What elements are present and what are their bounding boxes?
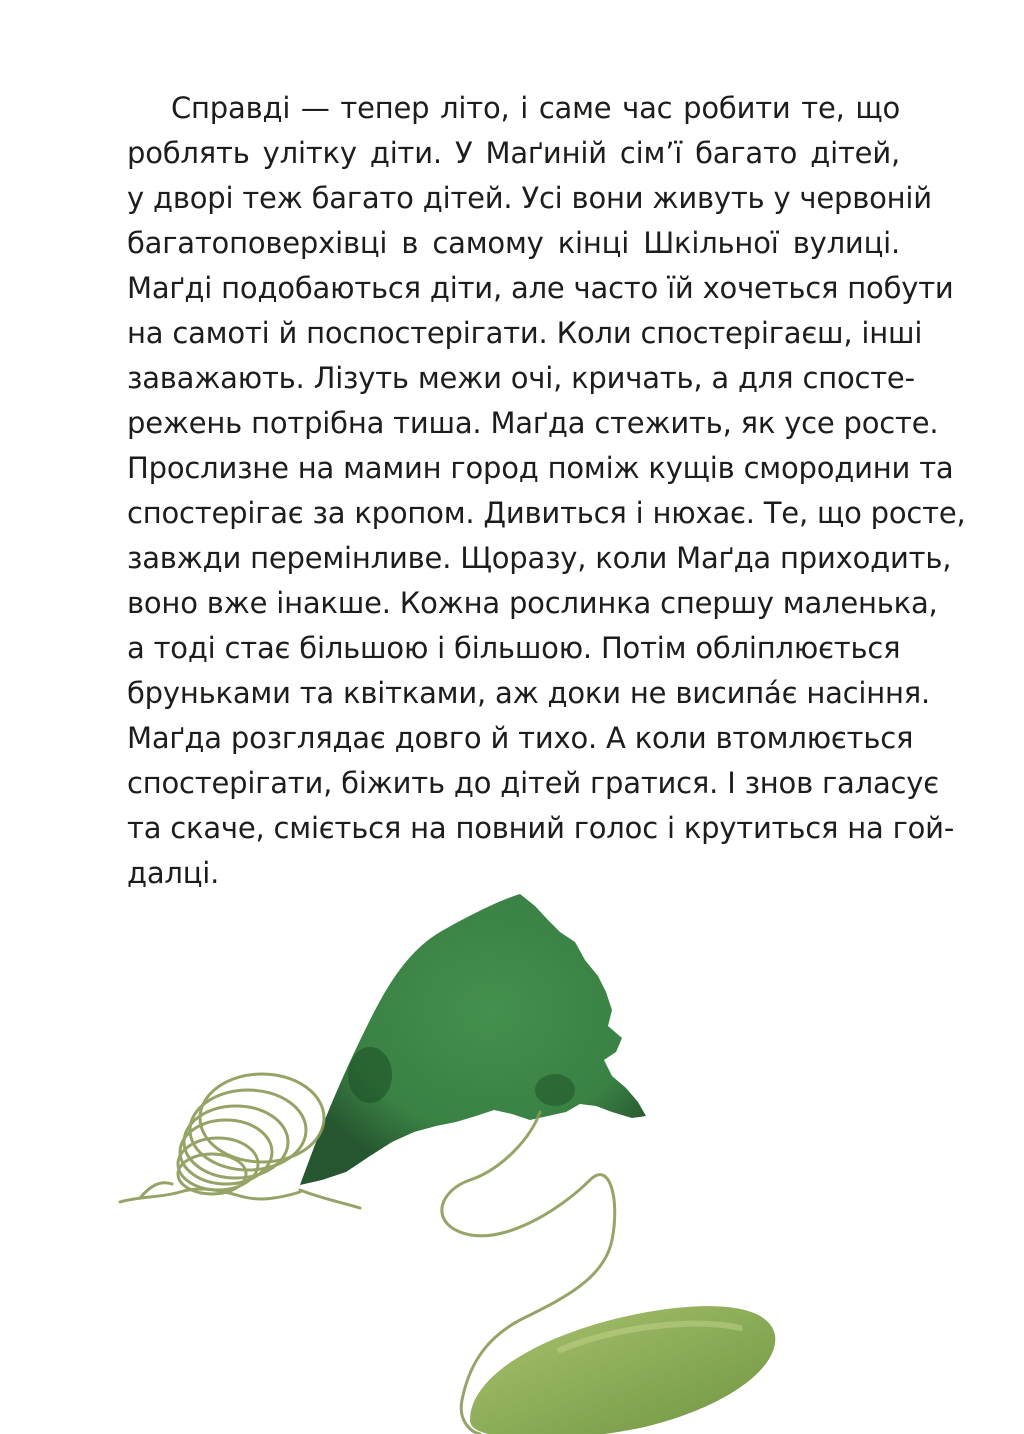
text-line: режень потрібна тиша. Маґда стежить, як усе росте. [127, 406, 939, 440]
text-line: Маґді подобаються діти, але часто їй хочеться побути [127, 271, 954, 305]
text-line: Прослизне на мамин город поміж кущів смородини та [127, 451, 954, 485]
text-line: у дворі теж багато дітей. Усі вони живуть у червоній [127, 181, 932, 215]
text-line: заважають. Лізуть межи очі, кричать, а для спосте- [127, 361, 915, 395]
text-line: а тоді стає більшою і більшою. Потім обліплюється [127, 631, 901, 665]
text-line: бруньками та квітками, аж доки не висипáє насіння. [127, 676, 931, 710]
text-line: спостерігає за кропом. Дивиться і нюхає. Те, що росте, [127, 496, 966, 530]
text-line: багатоповерхівці в самому кінці Шкільної вулиці. [127, 226, 900, 260]
text-line: спостерігати, біжить до дітей гратися. І знов галасує [127, 766, 939, 800]
leaf-shape [300, 894, 646, 1185]
paragraph [127, 86, 966, 896]
leaf-dark-spot [535, 1074, 575, 1106]
text-line: далці. [127, 856, 220, 890]
text-line: та скаче, сміється на повний голос і крутиться на гой- [127, 811, 955, 845]
cucumber-plant-illustration [0, 880, 1024, 1434]
text-line: Справді — тепер літо, і саме час робити те, що [171, 91, 900, 125]
text-line: роблять улітку діти. У Маґиній сім’ї багато дітей, [127, 136, 900, 170]
text-line: на самоті й поспостерігати. Коли спостерігаєш, інші [127, 316, 923, 350]
text-line: завжди перемінливе. Щоразу, коли Маґда приходить, [127, 541, 952, 575]
text-line: Маґда розглядає довго й тихо. А коли втомлюється [127, 721, 914, 755]
text-line: воно вже інакше. Кожна рослинка спершу маленька, [127, 586, 938, 620]
leaf-dark-spot [348, 1047, 392, 1103]
